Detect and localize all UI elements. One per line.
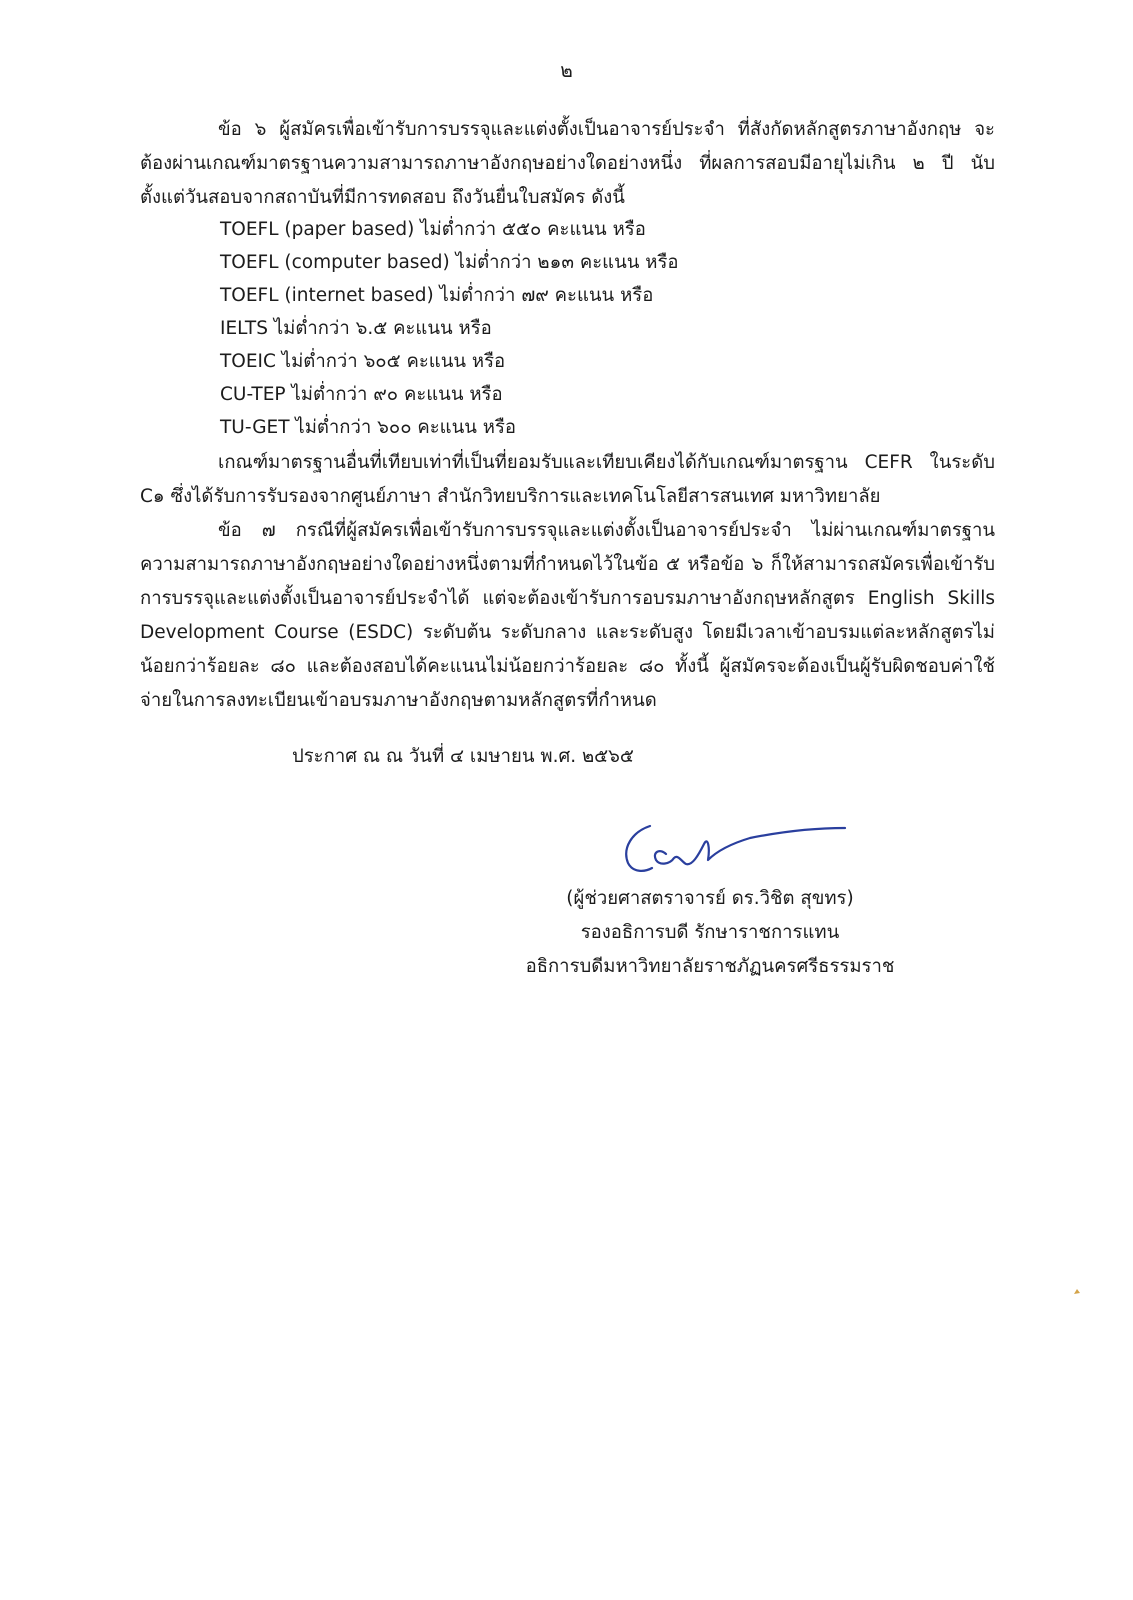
criterion-ielts: IELTS ไม่ต่ำกว่า ๖.๕ คะแนน หรือ [220, 318, 492, 339]
criterion-cu-tep: CU-TEP ไม่ต่ำกว่า ๙๐ คะแนน หรือ [220, 384, 503, 405]
criterion-toefl-computer: TOEFL (computer based) ไม่ต่ำกว่า ๒๑๓ คะแนน หรือ [220, 252, 679, 273]
clause-6-text: ข้อ ๖ ผู้สมัครเพื่อเข้ารับการบรรจุและแต่งตั้งเป็นอาจารย์ประจำ ที่สังกัดหลักสูตรภาษาอังกฤษ จะต้องผ่านเกณฑ์มาตรฐานความสามารถภาษาอังกฤษอย่างใดอย่างหนึ่ง ที่ผลการสอบมีอายุไม่เกิน ๒ ปี นับตั้งแต่วันสอบจากสถาบันที่มีการทดสอบ ถึงวันยื่นใบสมัคร ดังนี้ [140, 119, 995, 208]
clause-6-paragraph [140, 113, 995, 215]
signatory-position-president: อธิการบดีมหาวิทยาลัยราชภัฏนครศรีธรรมราช [525, 956, 895, 977]
criterion-toeic: TOEIC ไม่ต่ำกว่า ๖๐๕ คะแนน หรือ [220, 351, 506, 372]
announcement-date: ประกาศ ณ ณ วันที่ ๔ เมษายน พ.ศ. ๒๕๖๕ [292, 746, 634, 767]
signatory-name: (ผู้ช่วยศาสตราจารย์ ดร.วิชิต สุขทร) [566, 888, 854, 909]
other-standard-text: เกณฑ์มาตรฐานอื่นที่เทียบเท่าที่เป็นที่ยอมรับและเทียบเคียงได้กับเกณฑ์มาตรฐาน CEFR ในระดับ C๑ ซึ่งได้รับการรับรองจากศูนย์ภาษา สำนักวิทยบริการและเทคโนโลยีสารสนเทศ มหาวิทยาลัย [140, 452, 995, 507]
page-number: ๒ [560, 60, 573, 82]
scan-speck [1073, 1288, 1081, 1295]
clause-7-text: ข้อ ๗ กรณีที่ผู้สมัครเพื่อเข้ารับการบรรจุและแต่งตั้งเป็นอาจารย์ประจำ ไม่ผ่านเกณฑ์มาตรฐานความสามารถภาษาอังกฤษอย่างใดอย่างหนึ่งตามที่กำหนดไว้ในข้อ ๕ หรือข้อ ๖ ก็ให้สามารถสมัครเพื่อเข้ารับการบรรจุและแต่งตั้งเป็นอาจารย์ประจำได้ แต่จะต้องเข้ารับการอบรมภาษาอังกฤษหลักสูตร English Skills Development Course (ESDC) ระดับต้น ระดับกลาง และระดับสูง โดยมีเวลาเข้าอบรมแต่ละหลักสูตรไม่น้อยกว่าร้อยละ ๘๐ และต้องสอบได้คะแนนไม่น้อยกว่าร้อยละ ๘๐ ทั้งนี้ ผู้สมัครจะต้องเป็นผู้รับผิดชอบค่าใช้จ่ายในการลงทะเบียนเข้าอบรมภาษาอังกฤษตามหลักสูตรที่กำหนด [140, 520, 995, 711]
criterion-toefl-paper: TOEFL (paper based) ไม่ต่ำกว่า ๕๕๐ คะแนน หรือ [220, 219, 646, 240]
other-standard-paragraph [140, 446, 995, 514]
criterion-tu-get: TU-GET ไม่ต่ำกว่า ๖๐๐ คะแนน หรือ [220, 417, 517, 438]
signatory-position-acting: รองอธิการบดี รักษาราชการแทน [580, 922, 840, 943]
clause-7-paragraph [140, 514, 995, 718]
criterion-toefl-internet: TOEFL (internet based) ไม่ต่ำกว่า ๗๙ คะแนน หรือ [220, 285, 654, 306]
